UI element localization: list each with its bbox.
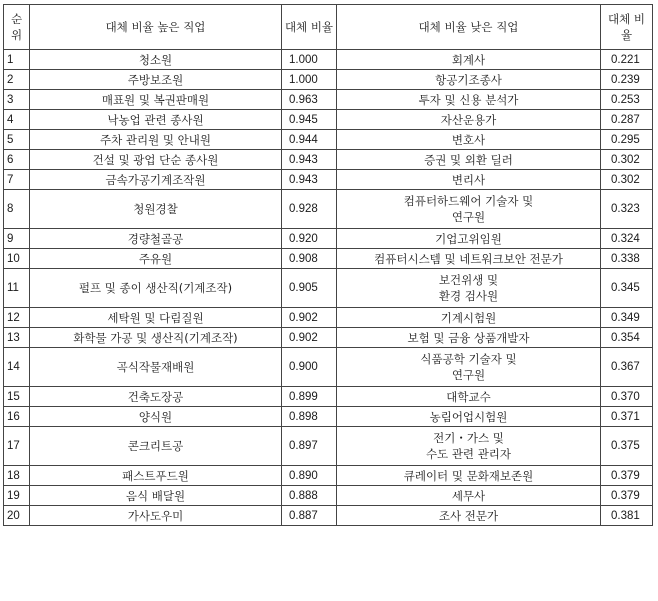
- high-ratio-cell: 0.908: [282, 249, 337, 269]
- low-job-cell: [337, 90, 601, 110]
- low-job-line: 조사 전문가: [438, 508, 499, 523]
- rank-cell: 1: [4, 50, 30, 70]
- rank-cell: 4: [4, 110, 30, 130]
- high-job-cell: 주방보조원: [30, 70, 282, 90]
- table-row: [4, 50, 653, 70]
- high-job-cell: 청소원: [30, 50, 282, 70]
- low-ratio-cell: 0.379: [601, 466, 653, 486]
- high-ratio-cell: 0.943: [282, 170, 337, 190]
- rank-cell: 9: [4, 229, 30, 249]
- table-row: [4, 70, 653, 90]
- high-job-cell: 경량철골공: [30, 229, 282, 249]
- high-job-cell: 금속가공기계조작원: [30, 170, 282, 190]
- low-job-line: 연구원: [451, 210, 486, 224]
- high-ratio-cell: 0.963: [282, 90, 337, 110]
- table-row: [4, 249, 653, 269]
- high-ratio-cell: 0.898: [282, 407, 337, 427]
- low-ratio-cell: 0.287: [601, 110, 653, 130]
- job-replacement-table: [3, 4, 653, 526]
- high-job-cell: 건설 및 광업 단순 종사원: [30, 150, 282, 170]
- low-ratio-cell: 0.324: [601, 229, 653, 249]
- high-job-cell: 매표원 및 복권판매원: [30, 90, 282, 110]
- table-row: [4, 466, 653, 486]
- high-ratio-cell: 0.943: [282, 150, 337, 170]
- header-high-ratio: 대체 비율: [282, 5, 337, 50]
- low-job-line: 보건위생 및: [438, 273, 499, 287]
- rank-cell: 17: [4, 427, 30, 466]
- rank-cell: 14: [4, 348, 30, 387]
- low-job-cell: [337, 486, 601, 506]
- low-job-line: 세무사: [451, 488, 486, 503]
- table-row: [4, 90, 653, 110]
- rank-cell: 6: [4, 150, 30, 170]
- rank-cell: 12: [4, 308, 30, 328]
- low-job-line: 보험 및 금융 상품개발자: [407, 330, 530, 345]
- low-job-cell: [337, 150, 601, 170]
- header-row: [4, 5, 653, 50]
- high-ratio-cell: 0.887: [282, 506, 337, 526]
- low-job-line: 투자 및 신용 분석가: [418, 92, 519, 107]
- table-row: [4, 348, 653, 387]
- table-row: [4, 150, 653, 170]
- low-ratio-cell: 0.221: [601, 50, 653, 70]
- high-job-cell: 낙농업 관련 종사원: [30, 110, 282, 130]
- header-rank: 순위: [4, 5, 30, 50]
- rank-cell: 19: [4, 486, 30, 506]
- low-job-line: 기업고위임원: [435, 231, 502, 246]
- table-row: [4, 427, 653, 466]
- high-ratio-cell: 0.899: [282, 387, 337, 407]
- low-job-cell: [337, 427, 601, 466]
- low-job-line: 자산운용가: [440, 112, 497, 127]
- high-ratio-cell: 0.920: [282, 229, 337, 249]
- rank-cell: 7: [4, 170, 30, 190]
- rank-cell: 2: [4, 70, 30, 90]
- low-job-cell: [337, 130, 601, 150]
- header-low-ratio-line1: 대체 비: [608, 12, 645, 26]
- low-ratio-cell: 0.354: [601, 328, 653, 348]
- low-job-line: 변호사: [451, 132, 486, 147]
- header-low-ratio: [601, 5, 653, 50]
- high-job-cell: 곡식작물재배원: [30, 348, 282, 387]
- table-row: [4, 190, 653, 229]
- low-job-line: 식품공학 기술자 및: [420, 352, 517, 366]
- high-ratio-cell: 0.888: [282, 486, 337, 506]
- rank-cell: 16: [4, 407, 30, 427]
- low-job-line: 전기・가스 및: [433, 431, 504, 445]
- low-ratio-cell: 0.349: [601, 308, 653, 328]
- high-ratio-cell: 0.902: [282, 328, 337, 348]
- high-job-cell: 음식 배달원: [30, 486, 282, 506]
- low-job-line: 변리사: [451, 172, 486, 187]
- low-ratio-cell: 0.302: [601, 150, 653, 170]
- rank-cell: 18: [4, 466, 30, 486]
- low-ratio-cell: 0.345: [601, 269, 653, 308]
- high-ratio-cell: 0.900: [282, 348, 337, 387]
- low-job-cell: [337, 229, 601, 249]
- low-job-cell: [337, 328, 601, 348]
- high-job-cell: 주차 관리원 및 안내원: [30, 130, 282, 150]
- low-job-cell: [337, 170, 601, 190]
- high-job-cell: 청원경찰: [30, 190, 282, 229]
- low-job-line: 기계시험원: [440, 310, 497, 325]
- table-row: [4, 506, 653, 526]
- low-job-line: 연구원: [451, 368, 486, 382]
- table-body: [4, 50, 653, 526]
- high-job-cell: 패스트푸드원: [30, 466, 282, 486]
- low-job-line: 컴퓨터시스템 및 네트워크보안 전문가: [374, 251, 563, 266]
- low-job-cell: [337, 50, 601, 70]
- header-low-ratio-line2: 율: [620, 28, 633, 42]
- high-ratio-cell: 1.000: [282, 70, 337, 90]
- table-row: [4, 328, 653, 348]
- low-job-line: 항공기조종사: [435, 72, 502, 87]
- low-job-cell: [337, 387, 601, 407]
- high-ratio-cell: 0.905: [282, 269, 337, 308]
- high-job-cell: 양식원: [30, 407, 282, 427]
- high-job-cell: 세탁원 및 다림질원: [30, 308, 282, 328]
- header-high-job: 대체 비율 높은 직업: [30, 5, 282, 50]
- table-row: [4, 110, 653, 130]
- low-ratio-cell: 0.323: [601, 190, 653, 229]
- high-ratio-cell: 0.897: [282, 427, 337, 466]
- high-ratio-cell: 0.890: [282, 466, 337, 486]
- rank-cell: 8: [4, 190, 30, 229]
- low-job-cell: [337, 348, 601, 387]
- low-ratio-cell: 0.295: [601, 130, 653, 150]
- low-job-cell: [337, 190, 601, 229]
- high-ratio-cell: 0.944: [282, 130, 337, 150]
- low-job-line: 컴퓨터하드웨어 기술자 및: [403, 194, 534, 208]
- low-job-cell: [337, 506, 601, 526]
- table-row: [4, 407, 653, 427]
- low-ratio-cell: 0.370: [601, 387, 653, 407]
- high-job-cell: 화학물 가공 및 생산직(기계조작): [30, 328, 282, 348]
- table-row: [4, 269, 653, 308]
- rank-cell: 10: [4, 249, 30, 269]
- low-ratio-cell: 0.338: [601, 249, 653, 269]
- low-job-line: 회계사: [451, 52, 486, 67]
- high-job-cell: 주유원: [30, 249, 282, 269]
- low-ratio-cell: 0.367: [601, 348, 653, 387]
- low-ratio-cell: 0.381: [601, 506, 653, 526]
- table-row: [4, 229, 653, 249]
- header-low-job: 대체 비율 낮은 직업: [337, 5, 601, 50]
- low-job-cell: [337, 407, 601, 427]
- low-job-cell: [337, 308, 601, 328]
- high-ratio-cell: 0.902: [282, 308, 337, 328]
- low-ratio-cell: 0.239: [601, 70, 653, 90]
- high-job-cell: 건축도장공: [30, 387, 282, 407]
- low-ratio-cell: 0.375: [601, 427, 653, 466]
- low-job-line: 농림어업시험원: [429, 409, 508, 424]
- low-job-cell: [337, 269, 601, 308]
- low-ratio-cell: 0.371: [601, 407, 653, 427]
- low-ratio-cell: 0.379: [601, 486, 653, 506]
- high-job-cell: 펄프 및 종이 생산직(기계조작): [30, 269, 282, 308]
- low-job-cell: [337, 70, 601, 90]
- high-ratio-cell: 0.945: [282, 110, 337, 130]
- high-job-cell: 가사도우미: [30, 506, 282, 526]
- low-job-line: 대학교수: [446, 389, 491, 404]
- low-job-line: 증권 및 외환 딜러: [424, 152, 513, 167]
- rank-cell: 13: [4, 328, 30, 348]
- table-row: [4, 308, 653, 328]
- high-job-cell: 콘크리트공: [30, 427, 282, 466]
- low-job-line: 환경 검사원: [438, 289, 499, 303]
- rank-cell: 15: [4, 387, 30, 407]
- low-job-cell: [337, 466, 601, 486]
- table-row: [4, 387, 653, 407]
- rank-cell: 11: [4, 269, 30, 308]
- high-ratio-cell: 0.928: [282, 190, 337, 229]
- high-ratio-cell: 1.000: [282, 50, 337, 70]
- low-job-cell: [337, 249, 601, 269]
- rank-cell: 20: [4, 506, 30, 526]
- rank-cell: 3: [4, 90, 30, 110]
- table-row: [4, 130, 653, 150]
- rank-cell: 5: [4, 130, 30, 150]
- low-job-cell: [337, 110, 601, 130]
- low-job-line: 큐레이터 및 문화재보존원: [403, 468, 534, 483]
- low-job-line: 수도 관련 관리자: [425, 447, 512, 461]
- low-ratio-cell: 0.302: [601, 170, 653, 190]
- table-row: [4, 486, 653, 506]
- low-ratio-cell: 0.253: [601, 90, 653, 110]
- table-row: [4, 170, 653, 190]
